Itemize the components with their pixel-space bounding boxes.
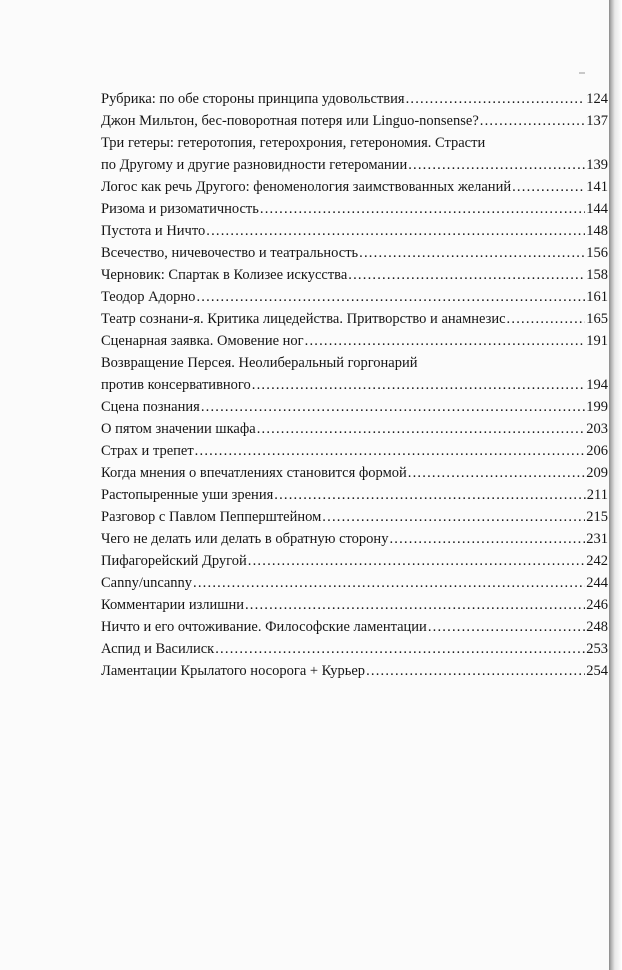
toc-entry [101,110,608,132]
dot-leader [215,638,585,660]
dot-leader [406,88,586,110]
toc-entry-page-number: 161 [586,289,608,305]
toc-entry [101,198,608,220]
toc-entry-title: Ничто и его очтоживание. Философские ламентации [101,619,427,635]
dot-leader [248,550,585,572]
toc-entry [101,528,608,550]
toc-entry [101,440,608,462]
dot-leader [359,242,585,264]
dot-leader [201,396,585,418]
toc-entry-page-number: 244 [586,575,608,591]
toc-entry [101,550,608,572]
toc-entry-page-number: 199 [586,399,608,415]
dot-leader [428,616,585,638]
toc-entry-title: Ламентации Крылатого носорога + Курьер [101,663,366,679]
toc-entry-page-number: 137 [586,113,608,129]
toc-entry [101,396,608,418]
toc-entry-page-number: 203 [586,421,608,437]
toc-entry [101,462,608,484]
toc-entry-title: Черновик: Спартак в Колизее искусства [101,267,348,283]
toc-entry [101,330,608,352]
dot-leader [206,220,585,242]
toc-entry-page-number: 248 [586,619,608,635]
toc-entry-title: против консервативного [101,377,251,393]
toc-entry-page-number: 254 [586,663,608,679]
toc-entry-page-number: 158 [586,267,608,283]
dot-leader [274,484,586,506]
dot-leader [512,176,585,198]
toc-entry-title: Пустота и Ничто [101,223,206,239]
toc-entry-title-line1: Три гетеры: гетеротопия, гетерохрония, гетерономия. Страсти [101,135,486,151]
toc-entry-title: Логос как речь Другого: феноменология заимствованных желаний [101,179,512,195]
toc-entry-page-number: 242 [586,553,608,569]
toc-entry-title: Театр сознани-я. Критика лицедейства. Притворство и анамнезис [101,311,506,327]
toc-entry-title: Ризома и ризоматичность [101,201,259,217]
toc-entry [101,132,608,176]
toc-entry-page-number: 246 [586,597,608,613]
toc-entry [101,506,608,528]
toc-entry-title-line1: Возвращение Персея. Неолиберальный горгонарий [101,355,418,371]
dot-leader [305,330,586,352]
toc-entry [101,638,608,660]
toc-entry [101,242,608,264]
toc-entry-page-number: 124 [586,91,608,107]
toc-entry-page-number: 165 [586,311,608,327]
dot-leader [193,572,585,594]
toc-entry [101,308,608,330]
toc-entry-title: Джон Мильтон, бес-поворотная потеря или Linguo-nonsense? [101,113,479,129]
dot-leader [257,418,586,440]
toc-entry-page-number: 191 [586,333,608,349]
toc-entry-page-number: 209 [586,465,608,481]
toc-entry-title: Чего не делать или делать в обратную сторону [101,531,389,547]
toc-entry-title: Сценарная заявка. Омовение ног [101,333,304,349]
toc-entry-title: Разговор с Павлом Пепперштейном [101,509,322,525]
toc-entry [101,484,608,506]
dot-leader [252,374,585,396]
dot-leader [260,198,585,220]
dot-leader [245,594,585,616]
toc-entry-page-number: 156 [586,245,608,261]
dot-leader [408,462,585,484]
toc-entry [101,286,608,308]
page-mark [579,72,585,74]
toc-entry [101,88,608,110]
toc-entry-page-number: 211 [586,487,608,503]
toc-entry-title: Пифагорейский Другой [101,553,247,569]
dot-leader [507,308,586,330]
toc-entry-page-number: 144 [586,201,608,217]
dot-leader [195,440,586,462]
toc-entry-page-number: 253 [586,641,608,657]
toc-entry [101,594,608,616]
toc-entry-title: Canny/uncanny [101,575,193,591]
toc-entry-title: Когда мнения о впечатлениях становится формой [101,465,407,481]
toc-entry-page-number: 139 [586,157,608,173]
dot-leader [196,286,585,308]
toc-entry-page-number: 206 [586,443,608,459]
dot-leader [480,110,585,132]
dot-leader [408,154,585,176]
dot-leader [389,528,585,550]
toc-entry-title: Всечество, ничевочество и театральность [101,245,359,261]
page-spine-shadow [609,0,622,970]
toc-entry-title: по Другому и другие разновидности гетеромании [101,157,408,173]
table-of-contents [101,88,608,682]
toc-entry-title: Аспид и Василиск [101,641,215,657]
toc-entry-page-number: 231 [586,531,608,547]
toc-entry [101,572,608,594]
toc-entry [101,220,608,242]
toc-entry [101,660,608,682]
toc-entry [101,352,608,396]
dot-leader [366,660,585,682]
toc-entry-title: Растопыренные уши зрения [101,487,274,503]
toc-entry-title: Комментарии излишни [101,597,244,613]
toc-entry-title: Рубрика: по обе стороны принципа удовольствия [101,91,405,107]
toc-entry-title: Сцена познания [101,399,200,415]
toc-entry-page-number: 194 [586,377,608,393]
dot-leader [348,264,585,286]
toc-entry [101,264,608,286]
toc-entry [101,418,608,440]
toc-entry-title: О пятом значении шкафа [101,421,256,437]
dot-leader [322,506,585,528]
toc-entry-title: Страх и трепет [101,443,194,459]
toc-entry [101,616,608,638]
toc-entry-page-number: 215 [586,509,608,525]
toc-entry-title: Теодор Адорно [101,289,196,305]
toc-entry [101,176,608,198]
toc-entry-page-number: 148 [586,223,608,239]
toc-entry-page-number: 141 [586,179,608,195]
